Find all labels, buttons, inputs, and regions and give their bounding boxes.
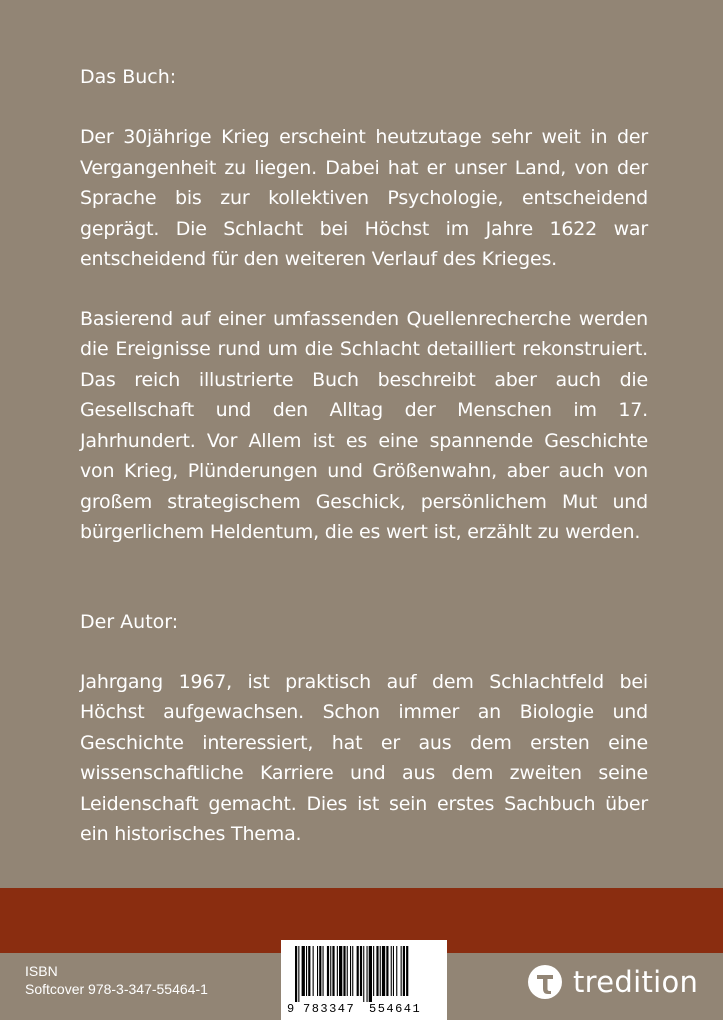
softcover-isbn: Softcover 978-3-347-55464-1 — [25, 981, 208, 997]
barcode-right-group: 554641 — [369, 1002, 422, 1016]
barcode — [281, 940, 447, 1020]
barcode-left-group: 783347 — [303, 1002, 356, 1016]
isbn-label: ISBN — [25, 963, 58, 979]
barcode-bars — [281, 940, 447, 1002]
back-cover-text — [80, 62, 648, 879]
tredition-t-icon — [527, 964, 563, 1000]
author-paragraph: Jahrgang 1967, ist praktisch auf dem Schlachtfeld bei Höchst aufgewachsen. Schon immer an Biologie und Geschichte interessiert, hat er aus dem ersten eine wissenschaftliche Karriere und aus dem zweiten seine Leidenschaft gemacht. Dies ist sein erstes Sachbuch über ein historisches Thema. — [80, 670, 648, 845]
isbn-block — [25, 962, 208, 998]
publisher-logo — [527, 962, 698, 1002]
book-paragraph-1: Der 30jährige Krieg erscheint heutzutage sehr weit in der Vergangenheit zu liegen. Dabei hat er unser Land, von der Sprache bis zur kollektiven Psychologie, entscheidend geprägt. Die Schlacht bei Höchst im Jahre 1622 war entscheidend für den weiteren Verlauf des Krieges. — [80, 126, 648, 270]
book-heading: Das Buch: — [80, 66, 177, 88]
book-paragraph-2: Basierend auf einer umfassenden Quellenrecherche werden die Ereignisse rund um die Schlacht detailliert rekonstruiert. Das reich illustrierte Buch beschreibt aber auch die Gesellschaft und den Alltag der Menschen im 17. Jahrhundert. Vor Allem ist es eine spannende Geschichte von Krieg, Plünderungen und Größenwahn, aber auch von großem strategischem Geschick, persönlichem Mut und bürgerlichem Heldentum, die es wert ist, erzählt zu werden. — [80, 307, 648, 543]
publisher-name: tredition — [573, 965, 699, 999]
author-heading: Der Autor: — [80, 610, 179, 633]
barcode-digits — [281, 1002, 447, 1018]
barcode-first-digit: 9 — [287, 1002, 295, 1016]
